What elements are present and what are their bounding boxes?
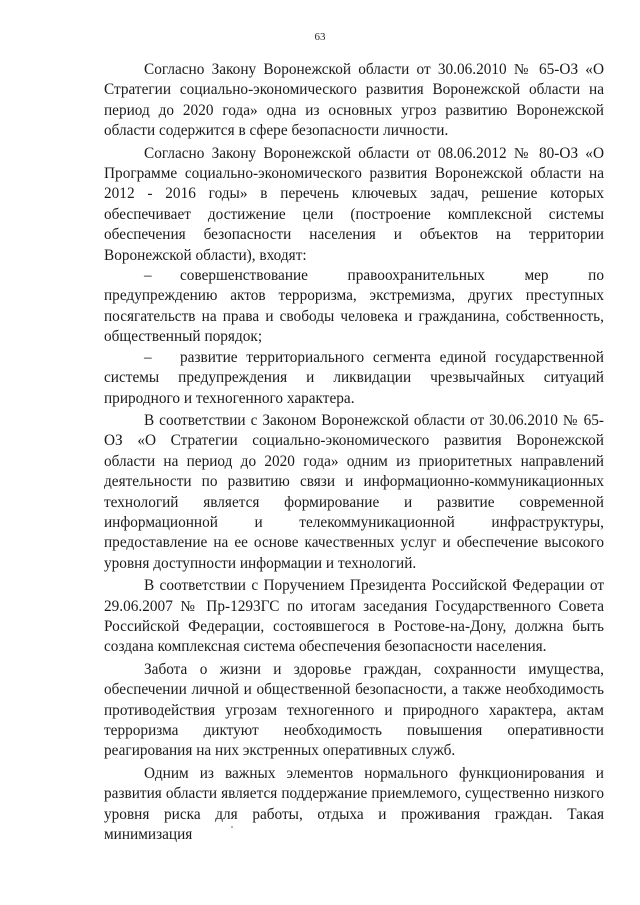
scan-speck xyxy=(231,826,233,828)
paragraph-presidential-order: В соответствии с Поручением Президента Российской Федерации от 29.06.2007 № Пр-1293ГС по итогам заседания Государственного Совета Российской Федерации, состоявшегося в Ростове-на-Дону, должна быть создана комплексная система обеспечения безопасности населения. xyxy=(104,577,604,656)
paragraph-citizen-safety: Забота о жизни и здоровье граждан, сохранности имущества, обеспечении личной и общественной безопасности, а также необходимость противодействия угрозам техногенного и природного характера, актам терроризма диктуют необходимость повышения оперативности реагирования на них экстренных оперативных служб. xyxy=(104,660,604,760)
list-dash: – xyxy=(144,267,152,285)
paragraph-program-tasks: Согласно Закону Воронежской области от 08.06.2012 № 80-ОЗ «О Программе социально-экономического развития Воронежской области на 2012 - 2016 годы» в перечень ключевых задач, решение которых обеспечивает достижение цели (построение комплексной системы обеспечения безопасности населения и объектов на территории Воронежской области), входят: xyxy=(104,144,604,264)
list-item-emergency-system xyxy=(104,348,604,409)
list-item-law-enforcement xyxy=(104,266,604,348)
paragraph-strategy-threats: Согласно Закону Воронежской области от 30.06.2010 № 65-ОЗ «О Стратегии социально-экономического развития Воронежской области на период до 2020 года» одна из основных угроз развитию Воронежской области содержится в сфере безопасности личности. xyxy=(104,61,604,140)
list-dash: – xyxy=(144,348,152,366)
paragraph-risk-level: Одним из важных элементов нормального функционирования и развития области является поддержание приемлемого, существенно низкого уровня риска для работы, отдыха и проживания граждан. Такая минимизация xyxy=(104,764,604,844)
page-number: 63 xyxy=(314,31,326,43)
list-item-text: развитие территориального сегмента единой государственной системы предупреждения и ликвидации чрезвычайных ситуаций природного и техногенного характера. xyxy=(104,348,604,407)
document-body xyxy=(104,60,604,845)
paragraph-ict-priorities: В соответствии с Законом Воронежской области от 30.06.2010 № 65-ОЗ «О Стратегии социально-экономического развития Воронежской области на период до 2020 года» одним из приоритетных направлений деятельности по развитию связи и информационно-коммуникационных технологий является формирование и развитие современной информационной и телекоммуникационной инфраструктуры, предоставление на ее основе качественных услуг и обеспечение высокого уровня доступности информации и технологий. xyxy=(104,411,604,572)
list-item-text: совершенствование правоохранительных мер по предупреждению актов терроризма, экстремизма, других преступных посягательств на права и свободы человека и гражданина, собственность, общественный порядок; xyxy=(104,267,604,346)
